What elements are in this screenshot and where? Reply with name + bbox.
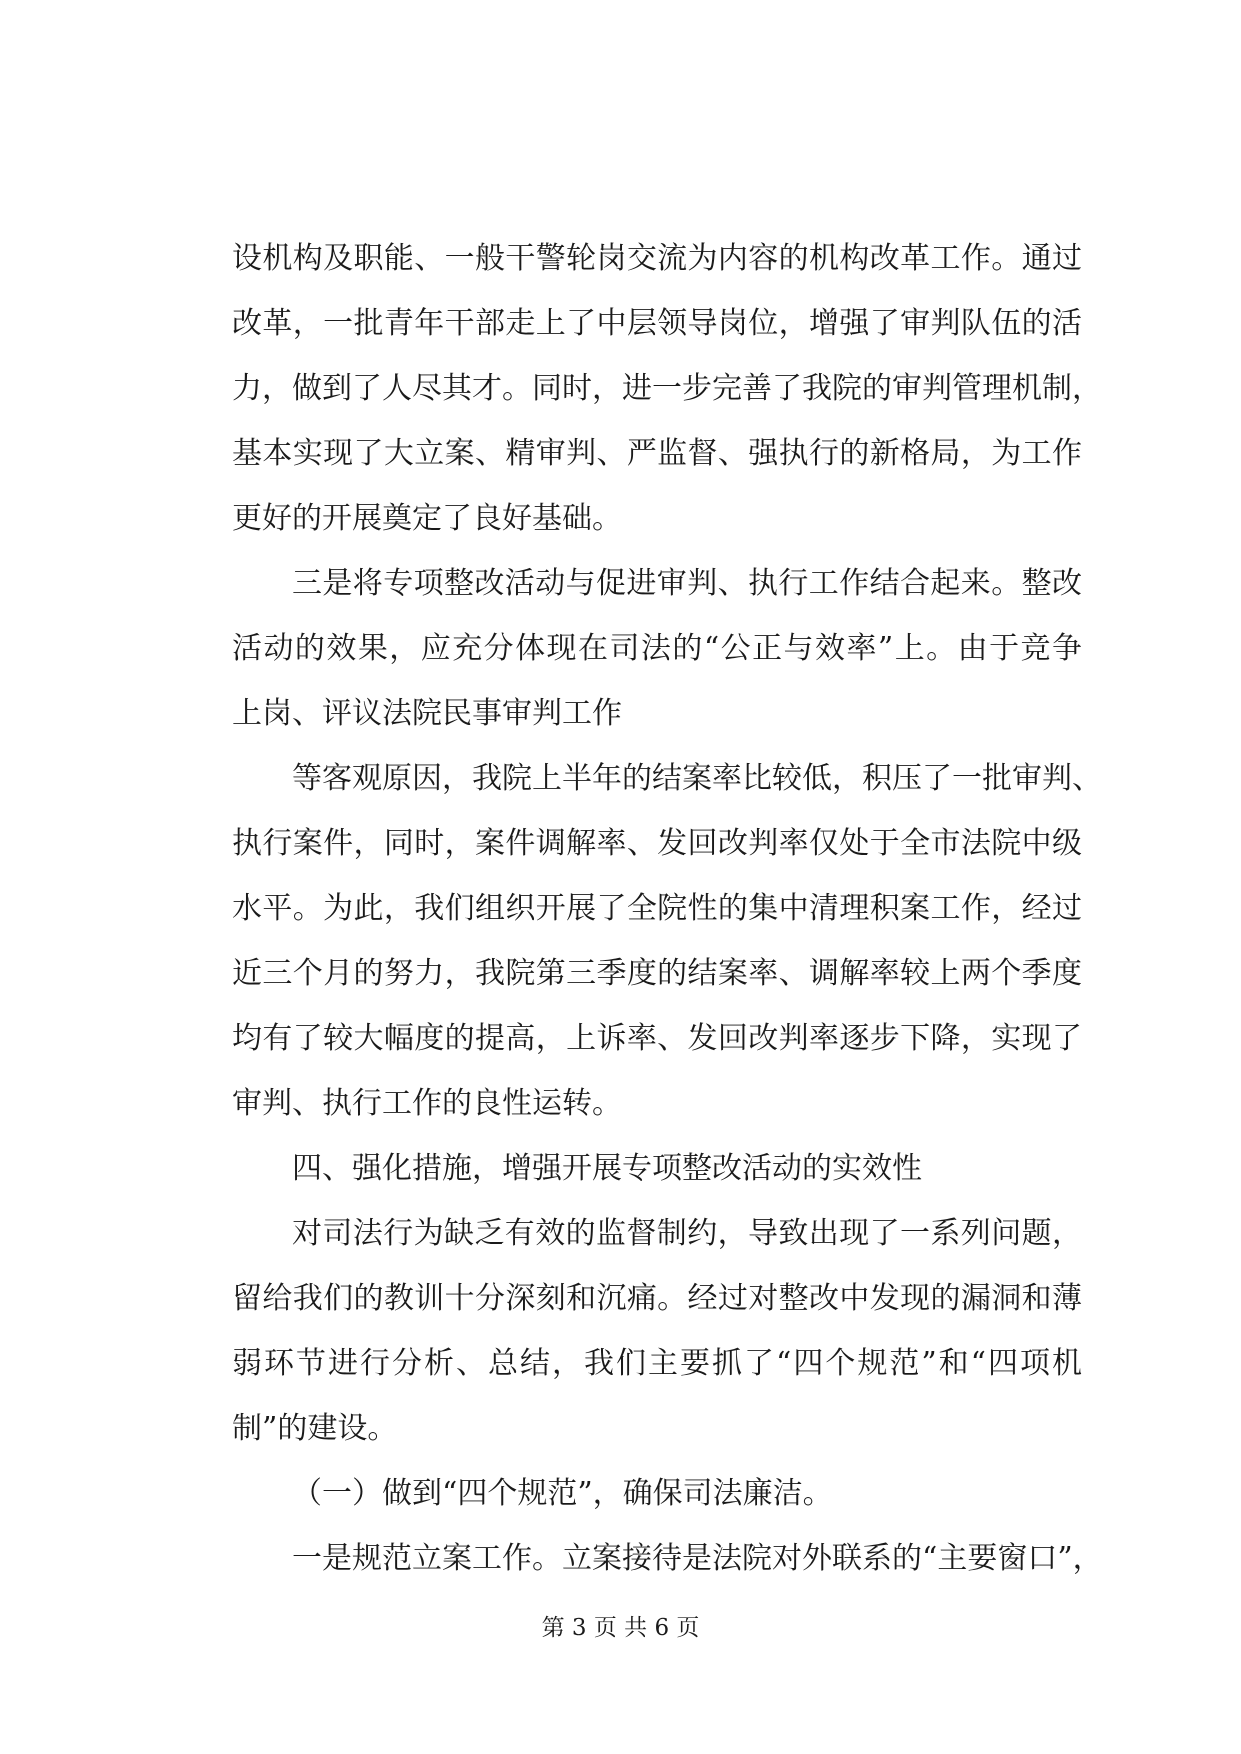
text-line: 审判、执行工作的良性运转。 <box>232 1086 622 1121</box>
text-line: 力，做到了人尽其才。同时，进一步完善了我院的审判管理机制， <box>232 371 1102 406</box>
text-line: 活动的效果，应充分体现在司法的“公正与效率”上。由于竞争 <box>232 631 1082 666</box>
text-line: 改革，一批青年干部走上了中层领导岗位，增强了审判队伍的活 <box>232 306 1082 341</box>
text-line: 均有了较大幅度的提高，上诉率、发回改判率逐步下降，实现了 <box>232 1021 1082 1056</box>
text-line: 三是将专项整改活动与促进审判、执行工作结合起来。整改 <box>292 566 1082 601</box>
text-line: 等客观原因，我院上半年的结案率比较低，积压了一批审判、 <box>292 761 1102 796</box>
text-line: 上岗、评议法院民事审判工作 <box>232 696 622 731</box>
text-line: 对司法行为缺乏有效的监督制约，导致出现了一系列问题， <box>292 1216 1082 1251</box>
text-line: 一是规范立案工作。立案接待是法院对外联系的“主要窗口”， <box>292 1541 1103 1576</box>
text-line: 四、强化措施，增强开展专项整改活动的实效性 <box>292 1151 922 1186</box>
text-line: 留给我们的教训十分深刻和沉痛。经过对整改中发现的漏洞和薄 <box>232 1281 1082 1316</box>
text-line: 弱环节进行分析、总结，我们主要抓了“四个规范”和“四项机 <box>232 1346 1082 1381</box>
text-line: 基本实现了大立案、精审判、严监督、强执行的新格局，为工作 <box>232 436 1082 471</box>
page-footer: 第 3 页 共 6 页 <box>541 1615 700 1641</box>
text-line: （一）做到“四个规范”，确保司法廉洁。 <box>292 1476 833 1511</box>
text-line: 设机构及职能、一般干警轮岗交流为内容的机构改革工作。通过 <box>232 241 1082 276</box>
text-line: 制”的建设。 <box>232 1411 398 1446</box>
text-line: 执行案件，同时，案件调解率、发回改判率仅处于全市法院中级 <box>232 826 1082 861</box>
text-line: 更好的开展奠定了良好基础。 <box>232 501 622 536</box>
body-text <box>232 226 1103 1591</box>
text-line: 水平。为此，我们组织开展了全院性的集中清理积案工作，经过 <box>232 891 1082 926</box>
text-line: 近三个月的努力，我院第三季度的结案率、调解率较上两个季度 <box>232 956 1082 991</box>
